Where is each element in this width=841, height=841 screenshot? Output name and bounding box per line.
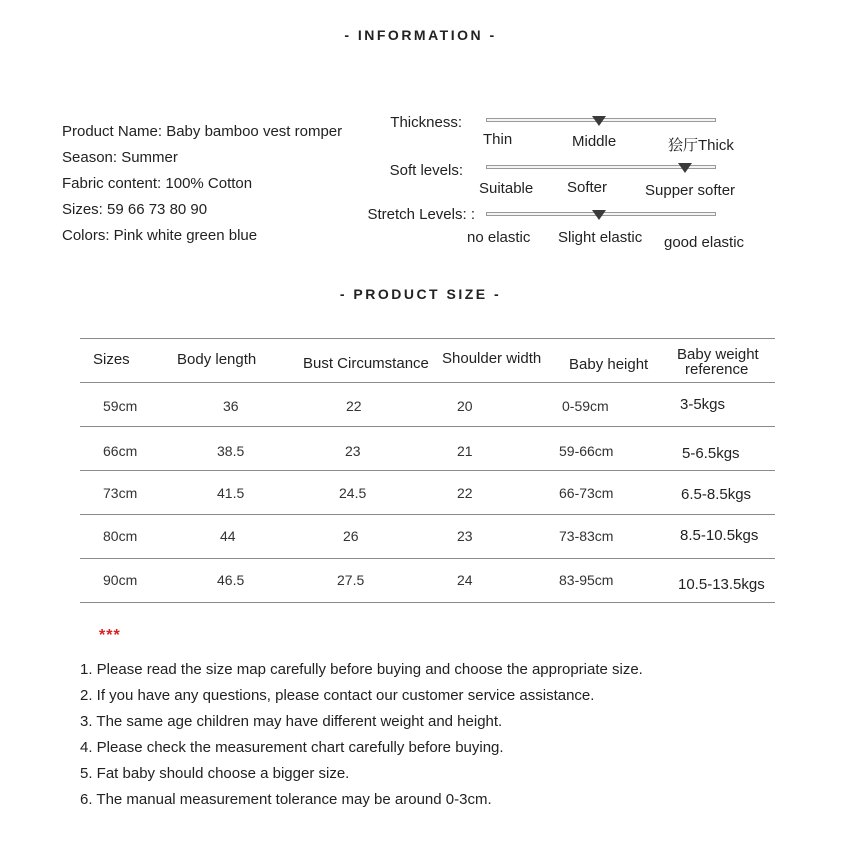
table-row-cell: 8.5-10.5kgs xyxy=(680,527,759,544)
thickness-option-middle: Middle xyxy=(572,133,617,150)
table-row-cell: 59-66cm xyxy=(559,443,614,459)
notes-stars: *** xyxy=(99,627,121,644)
table-row-cell: 22 xyxy=(346,398,362,414)
thickness-option-thick: 狯厅Thick xyxy=(668,137,734,154)
header-shoulder-width: Shoulder width xyxy=(442,350,542,367)
table-row-rule xyxy=(80,470,775,471)
soft-levels-marker xyxy=(678,163,692,173)
thickness-label: Thickness: xyxy=(390,114,462,131)
table-row-cell: 73-83cm xyxy=(559,528,614,544)
table-row-cell: 66-73cm xyxy=(559,485,614,501)
note-item: 1. Please read the size map carefully before buying and choose the appropriate size. xyxy=(80,661,643,678)
table-row-cell: 59cm xyxy=(103,398,138,414)
table-top-rule xyxy=(80,338,775,339)
table-row-cell: 83-95cm xyxy=(559,572,614,588)
table-row-rule xyxy=(80,426,775,427)
information-title: - INFORMATION - xyxy=(344,27,497,43)
thickness-option-thin: Thin xyxy=(483,131,513,148)
sizes: Sizes: 59 66 73 80 90 xyxy=(62,201,208,218)
header-sizes: Sizes xyxy=(93,351,130,368)
table-row-cell: 10.5-13.5kgs xyxy=(678,576,765,593)
table-row-cell: 23 xyxy=(345,443,361,459)
product-size-title: - PRODUCT SIZE - xyxy=(339,286,502,302)
table-row-rule xyxy=(80,558,775,559)
header-body-length: Body length xyxy=(177,351,257,368)
table-row-cell: 27.5 xyxy=(337,572,365,588)
table-row-rule xyxy=(80,514,775,515)
stretch-option-good-elastic: good elastic xyxy=(664,234,745,251)
header-baby-weight: Baby weight xyxy=(677,346,759,363)
table-row-cell: 36 xyxy=(223,398,239,414)
header-reference: reference xyxy=(685,361,749,378)
stretch-levels-marker xyxy=(592,210,606,220)
colors: Colors: Pink white green blue xyxy=(62,227,258,244)
note-item: 4. Please check the measurement chart carefully before buying. xyxy=(80,739,504,756)
table-row-cell: 38.5 xyxy=(217,443,245,459)
thickness-marker xyxy=(592,116,606,126)
header-baby-height: Baby height xyxy=(569,356,649,373)
table-row-cell: 21 xyxy=(457,443,473,459)
table-row-cell: 26 xyxy=(343,528,359,544)
table-row-cell: 0-59cm xyxy=(562,398,609,414)
soft-option-supper-softer: Supper softer xyxy=(645,182,736,199)
season: Season: Summer xyxy=(62,149,178,166)
table-row-cell: 73cm xyxy=(103,485,138,501)
product-name: Product Name: Baby bamboo vest romper xyxy=(62,123,343,140)
soft-levels-label: Soft levels: xyxy=(389,162,463,179)
soft-option-suitable: Suitable xyxy=(479,180,534,197)
table-row-cell: 3-5kgs xyxy=(680,396,726,413)
table-row-cell: 24.5 xyxy=(339,485,367,501)
table-row-cell: 46.5 xyxy=(217,572,245,588)
stretch-option-no-elastic: no elastic xyxy=(467,229,531,246)
table-row-cell: 66cm xyxy=(103,443,138,459)
stretch-levels-label: Stretch Levels: : xyxy=(367,206,475,223)
header-bust-circumstance: Bust Circumstance xyxy=(303,355,429,372)
note-item: 3. The same age children may have different weight and height. xyxy=(80,713,503,730)
table-header-rule xyxy=(80,382,775,383)
table-row-cell: 22 xyxy=(457,485,473,501)
table-row-cell: 41.5 xyxy=(217,485,245,501)
table-row-cell: 20 xyxy=(457,398,473,414)
fabric-content: Fabric content: 100% Cotton xyxy=(62,175,253,192)
note-item: 5. Fat baby should choose a bigger size. xyxy=(80,765,350,782)
table-row-cell: 5-6.5kgs xyxy=(682,445,740,462)
stretch-option-slight-elastic: Slight elastic xyxy=(558,229,643,246)
table-bottom-rule xyxy=(80,602,775,603)
note-item: 6. The manual measurement tolerance may be around 0-3cm. xyxy=(80,791,492,808)
table-row-cell: 80cm xyxy=(103,528,138,544)
table-row-cell: 6.5-8.5kgs xyxy=(681,486,752,503)
soft-option-softer: Softer xyxy=(567,179,608,196)
table-row-cell: 24 xyxy=(457,572,473,588)
table-row-cell: 23 xyxy=(457,528,473,544)
table-row-cell: 90cm xyxy=(103,572,138,588)
note-item: 2. If you have any questions, please contact our customer service assistance. xyxy=(80,687,595,704)
table-row-cell: 44 xyxy=(220,528,236,544)
